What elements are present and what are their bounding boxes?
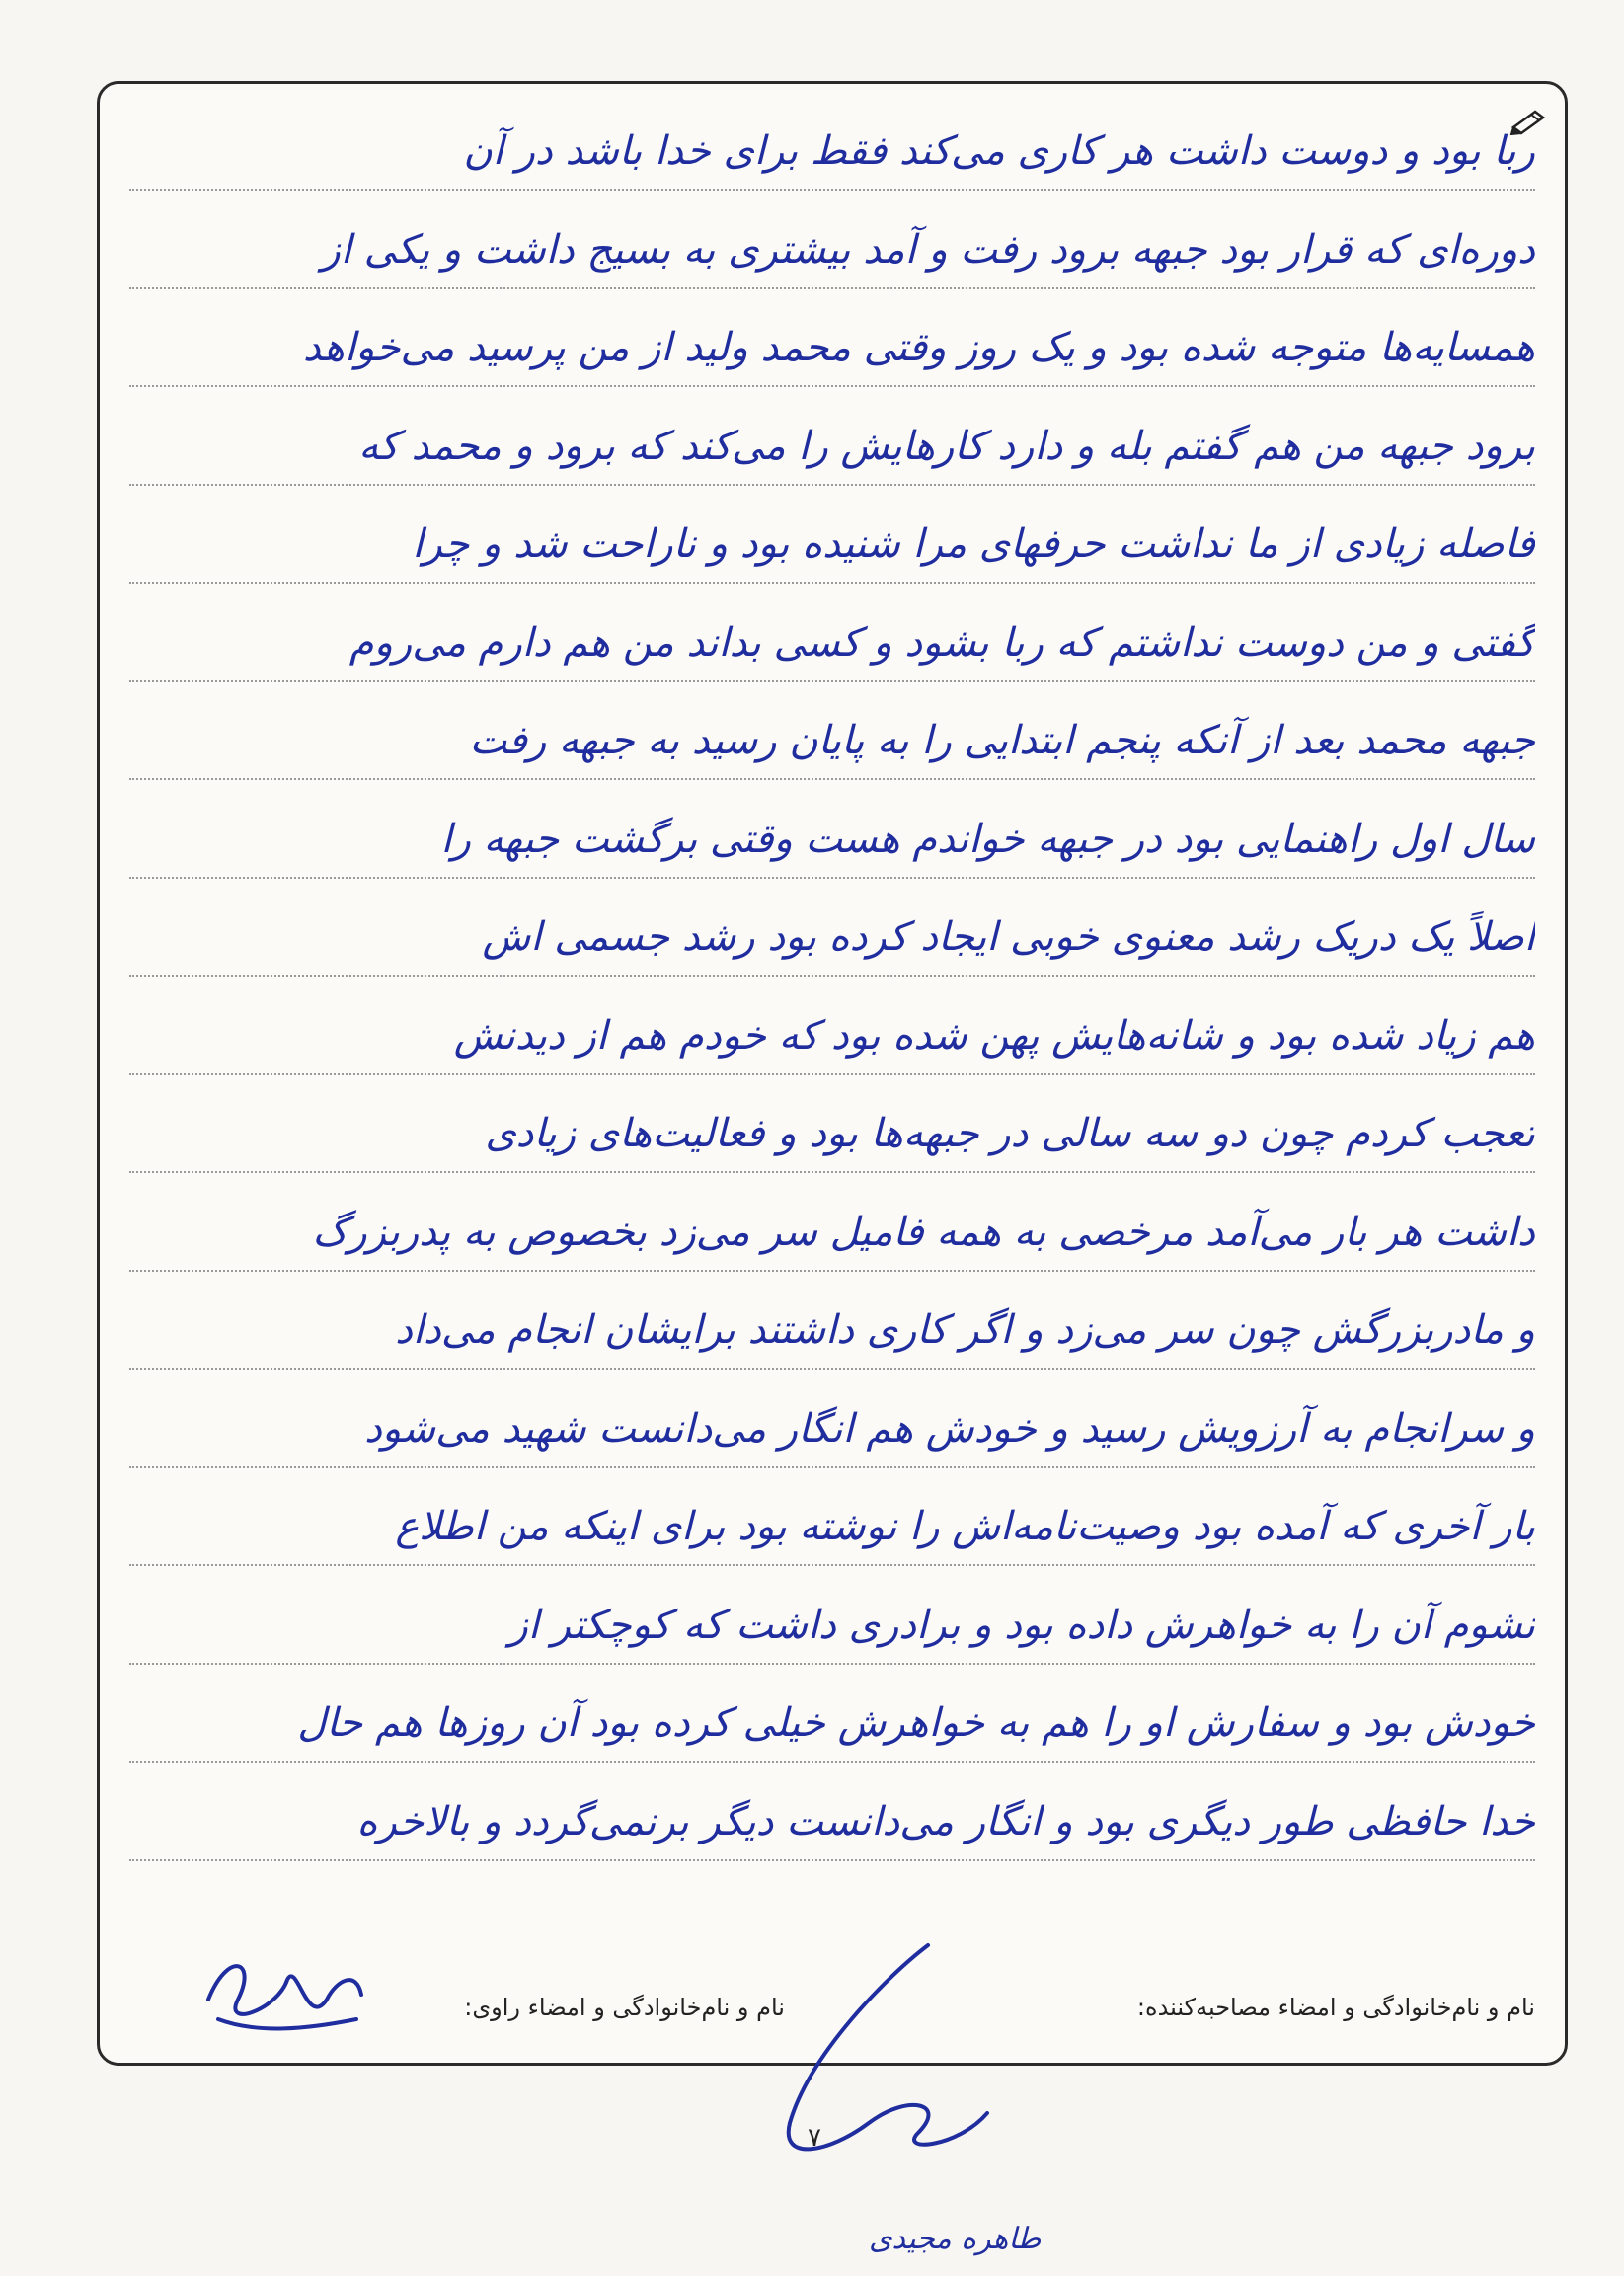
ruled-line xyxy=(129,1761,1535,1763)
ruled-line xyxy=(129,1564,1535,1566)
ruled-line xyxy=(129,1270,1535,1272)
ruled-line xyxy=(129,1663,1535,1665)
handwritten-line: خودش بود و سفارش او را هم به خواهرش خیلی کرده بود آن روزها هم حال xyxy=(297,1700,1535,1746)
interviewer-signature xyxy=(770,1935,1007,2192)
handwritten-line: خدا حافظی طور دیگری بود و انگار می‌دانست دیگر برنمی‌گردد و بالاخره xyxy=(356,1798,1535,1844)
handwritten-line: همسایه‌ها متوجه شده بود و یک روز وقتی محمد ولید از من پرسید می‌خواهد xyxy=(302,325,1535,370)
ruled-line xyxy=(129,975,1535,977)
handwritten-line: اصلاً یک دریک رشد معنوی خوبی ایجاد کرده بود رشد جسمی اش xyxy=(482,914,1535,960)
ruled-line xyxy=(129,680,1535,682)
ruled-line xyxy=(129,582,1535,584)
ruled-line xyxy=(129,778,1535,780)
handwritten-line: ربا بود و دوست داشت هر کاری می‌کند فقط برای خدا باشد در آن xyxy=(463,128,1535,174)
handwritten-line: گفتی و من دوست نداشتم که ربا بشود و کسی بداند من هم دارم می‌روم xyxy=(348,619,1535,666)
signature-name: طاهره مجیدی xyxy=(869,2222,1042,2256)
narrator-signature-label: نام و نام‌خانوادگی و امضاء راوی: xyxy=(464,1994,785,2021)
ruled-line xyxy=(129,484,1535,486)
handwritten-line: و سرانجام به آرزویش رسید و خودش هم انگار می‌دانست شهید می‌شود xyxy=(364,1405,1535,1452)
ruled-line xyxy=(129,1073,1535,1075)
ruled-line xyxy=(129,385,1535,387)
ruled-line xyxy=(129,1171,1535,1173)
form-frame xyxy=(97,81,1568,2066)
handwritten-line: برود جبهه من هم گفتم بله و دارد کارهایش را می‌کند که برود و محمد که xyxy=(358,423,1535,469)
ruled-line xyxy=(129,1368,1535,1370)
handwritten-line: و مادربزرگش چون سر می‌زد و اگر کاری داشتند برایشان انجام می‌داد xyxy=(395,1307,1535,1353)
page-number: ۷ xyxy=(808,2123,821,2153)
ruled-line xyxy=(129,287,1535,289)
handwritten-line: نشوم آن را به خواهرش داده بود و برادری داشت که کوچکتر از xyxy=(508,1602,1535,1648)
handwritten-line: دوره‌ای که قرار بود جبهه برود رفت و آمد بیشتری به بسیج داشت و یکی از xyxy=(321,226,1535,273)
handwritten-line: هم زیاد شده بود و شانه‌هایش پهن شده بود که خودم هم از دیدنش xyxy=(453,1012,1535,1059)
handwritten-line: جبهه محمد بعد از آنکه پنجم ابتدایی را به پایان رسید به جبهه رفت xyxy=(469,718,1535,763)
handwritten-line: تعجب کردم چون دو سه سالی در جبهه‌ها بود و فعالیت‌های زیادی xyxy=(485,1111,1535,1156)
ruled-line xyxy=(129,1859,1535,1861)
narrator-signature xyxy=(189,1940,376,2049)
ruled-line xyxy=(129,877,1535,879)
handwritten-line: داشت هر بار می‌آمد مرخصی به همه فامیل سر می‌زد بخصوص به پدربزرگ xyxy=(312,1209,1535,1255)
ruled-line xyxy=(129,189,1535,191)
handwritten-line: فاصله زیادی از ما نداشت حرفهای مرا شنیده بود و ناراحت شد و چرا xyxy=(412,521,1535,567)
handwritten-line: سال اول راهنمایی بود در جبهه خواندم هست وقتی برگشت جبهه را xyxy=(440,816,1535,862)
ruled-line xyxy=(129,1466,1535,1468)
interviewer-signature-label: نام و نام‌خانوادگی و امضاء مصاحبه‌کننده: xyxy=(1136,1994,1535,2021)
handwritten-line: بار آخری که آمده بود وصیت‌نامه‌اش را نوشته بود برای اینکه من اطلاع xyxy=(395,1504,1535,1549)
